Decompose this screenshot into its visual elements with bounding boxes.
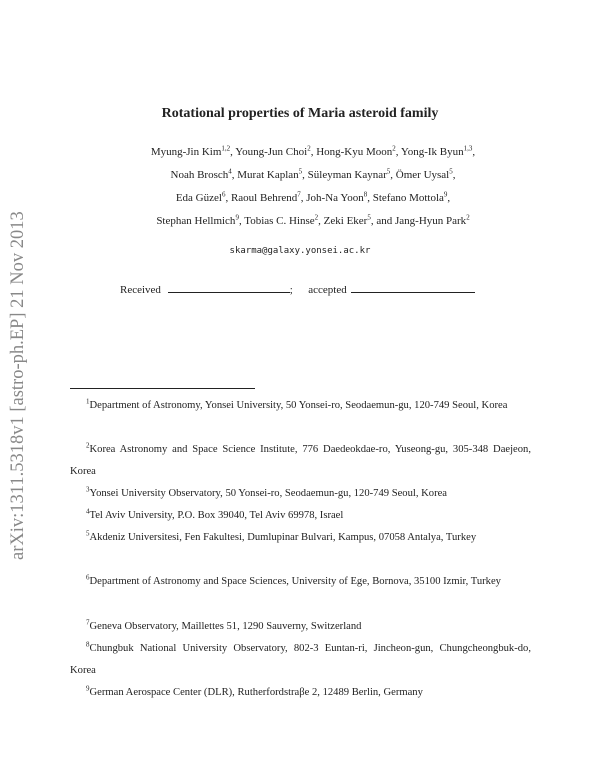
affiliation: $^7$Geneva Observatory, Maillettes 51, 1290 Sauverny, Switzerland — [86, 618, 362, 632]
author: Tobias C. Hinse$^2$ — [244, 213, 319, 227]
author: Yong-Ik Byun$^{1,3}$ — [400, 144, 473, 158]
affiliation: $^1$Department of Astronomy, Yonsei University, 50 Yonsei-ro, Seodaemun-gu, 120-749 Seoul, Korea — [86, 397, 508, 411]
received-date-blank — [168, 282, 290, 293]
author: Young-Jun Choi$^2$ — [235, 144, 311, 158]
arxiv-identifier: arXiv:1311.5318v1 [astro-ph.EP] 21 Nov 2013 — [8, 211, 28, 560]
received-label: Received — [120, 284, 161, 296]
author: Zeki Eker$^5$ — [323, 213, 371, 227]
affiliation: $^6$Department of Astronomy and Space Sciences, University of Ege, Bornova, 35100 Izmir, Turkey — [86, 573, 501, 587]
author: Eda Güzel$^6$ — [175, 190, 226, 204]
author-list: Myung-Jin Kim$^{1,2}$, Young-Jun Choi$^2$, Hong-Kyu Moon$^2$, Yong-Ik Byun$^{1,3}$, Noah Brosch$^4$, Murat Kaplan$^5$, Süleyman Kaynar$^5$, Ömer Uysal$^5$, Eda Güzel$^6$, Raoul Behrend$^7$, Joh-Na Yoon$^8$, Stefano Mottola$^9$, Stephan Hellmich$^9$, Tobias C. Hinse$^2$, Zeki Eker$^5$, and Jang-Hyun Park$^2$ — [150, 144, 476, 227]
author: Ömer Uysal$^5$ — [395, 167, 453, 181]
footnote-rule — [70, 388, 255, 389]
accepted-date-blank — [351, 282, 475, 293]
accepted-label: accepted — [308, 284, 347, 296]
author: Hong-Kyu Moon$^2$ — [316, 144, 396, 158]
affiliation: $^2$Korea Astronomy and Space Science Institute, 776 Daedeokdae-ro, Yuseong-gu, 305-348 Daejeon, Korea — [70, 441, 531, 477]
affiliation: $^4$Tel Aviv University, P.O. Box 39040, Tel Aviv 69978, Israel — [86, 507, 344, 521]
contact-email: skarma@galaxy.yonsei.ac.kr — [229, 246, 371, 256]
author: Stephan Hellmich$^9$ — [156, 213, 239, 227]
affiliation: $^3$Yonsei University Observatory, 50 Yonsei-ro, Seodaemun-gu, 120-749 Seoul, Korea — [86, 485, 448, 499]
affiliation: $^9$German Aerospace Center (DLR), Rutherfordstraβe 2, 12489 Berlin, Germany — [86, 684, 423, 698]
author: Raoul Behrend$^7$ — [230, 190, 301, 204]
affiliation: $^8$Chungbuk National University Observatory, 802-3 Euntan-ri, Jincheon-gun, Chungcheongbuk-do, Korea — [70, 640, 531, 676]
author: Myung-Jin Kim$^{1,2}$ — [150, 144, 231, 158]
affiliation: $^5$Akdeniz Universitesi, Fen Fakultesi, Dumlupinar Bulvari, Kampus, 07058 Antalya, Turkey — [86, 529, 477, 543]
separator: ; — [289, 284, 293, 296]
author: Jang-Hyun Park$^2$ — [395, 213, 470, 227]
paper-title: Rotational properties of Maria asteroid family — [161, 106, 439, 121]
received-accepted-line — [120, 282, 475, 296]
author: Süleyman Kaynar$^5$ — [307, 167, 391, 181]
author: Joh-Na Yoon$^8$ — [306, 190, 368, 204]
author: Murat Kaplan$^5$ — [237, 167, 303, 181]
author: Noah Brosch$^4$ — [170, 167, 232, 181]
author: Stefano Mottola$^9$ — [372, 190, 448, 204]
